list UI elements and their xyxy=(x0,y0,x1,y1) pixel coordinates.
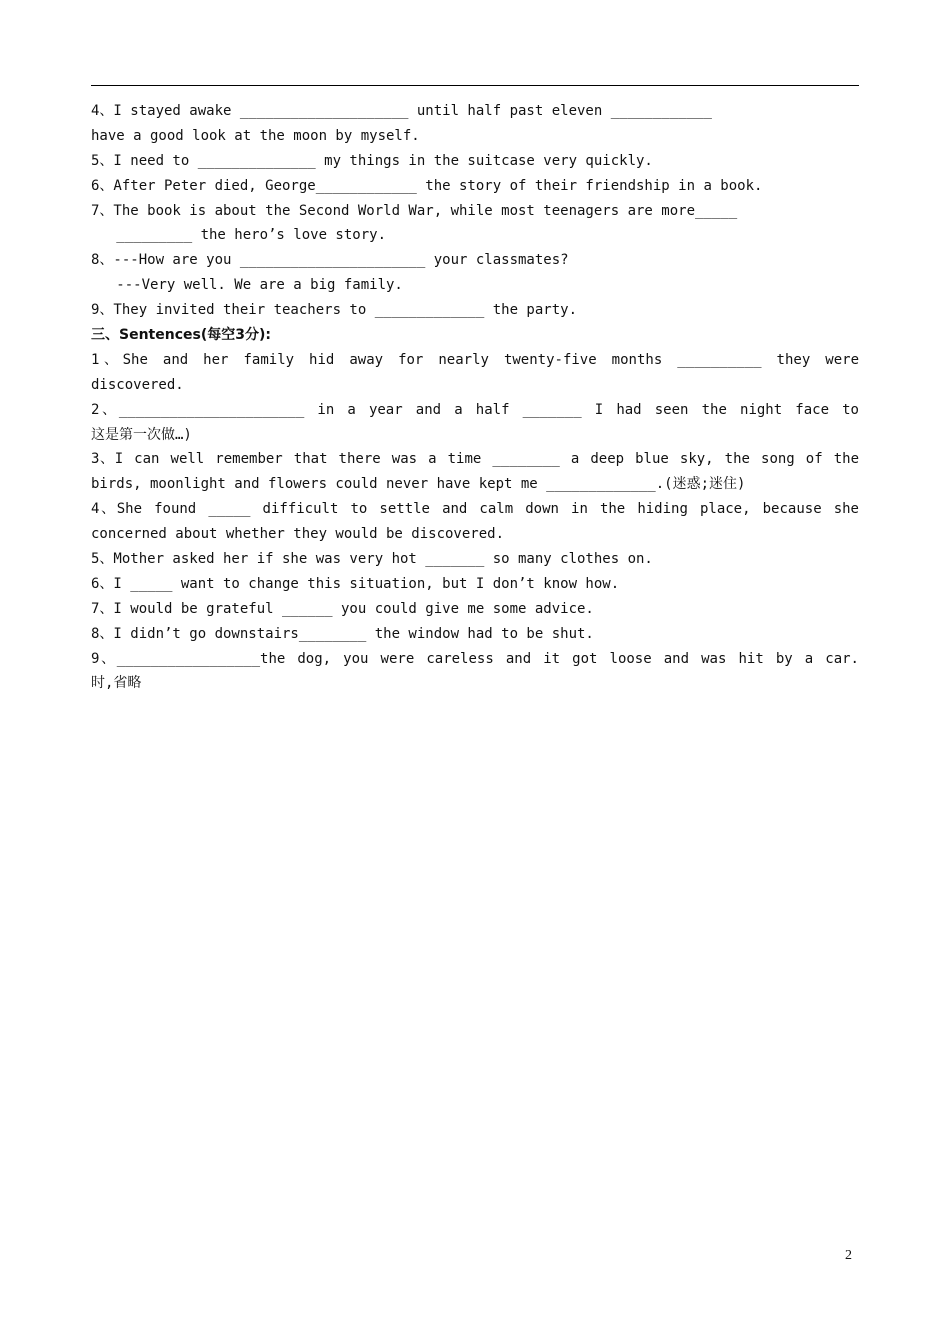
question-line: 9、They invited their teachers to _____________ the party. xyxy=(91,302,578,319)
sentence-line: 这是第一次做…) xyxy=(91,426,192,443)
sentence-line: 7、I would be grateful ______ you could give me some advice. xyxy=(91,600,594,617)
sentence-line: 8、I didn’t go downstairs________ the window had to be shut. xyxy=(91,625,594,642)
question-line: ---Very well. We are a big family. xyxy=(91,277,403,294)
sentence-line: 9、_________________the dog, you were careless and it got loose and was hit by a car. xyxy=(91,650,859,667)
question-line: 7、The book is about the Second World War, while most teenagers are more_____ xyxy=(91,202,738,219)
question-line: have a good look at the moon by myself. xyxy=(91,127,420,144)
question-line: 5、I need to ______________ my things in the suitcase very quickly. xyxy=(91,152,653,169)
sentence-line: 6、I _____ want to change this situation, but I don’t know how. xyxy=(91,575,620,592)
question-line: _________ the hero’s love story. xyxy=(91,227,387,244)
part2-section xyxy=(91,99,859,323)
question-line: 8、---How are you ______________________ your classmates? xyxy=(91,252,569,269)
sentence-line: 3、I can well remember that there was a time ________ a deep blue sky, the song of the xyxy=(91,451,859,468)
document-body xyxy=(91,99,859,696)
sentence-line: 时,省略 xyxy=(91,675,142,692)
question-line: 6、After Peter died, George____________ the story of their friendship in a book. xyxy=(91,177,763,194)
sentence-line: 4、She found _____ difficult to settle and calm down in the hiding place, because she xyxy=(91,501,859,518)
header-rule xyxy=(91,85,859,86)
section-heading: 三、Sentences(每空3分): xyxy=(91,327,271,344)
sentence-line: concerned about whether they would be discovered. xyxy=(91,526,505,543)
sentence-line: 1、She and her family hid away for nearly twenty-five months __________ they were xyxy=(91,351,859,368)
sentence-line: discovered. xyxy=(91,376,184,393)
page-number: 2 xyxy=(845,1248,852,1263)
part3-section xyxy=(91,348,859,696)
sentence-line: 5、Mother asked her if she was very hot _______ so many clothes on. xyxy=(91,551,653,568)
sentence-line: birds, moonlight and flowers could never have kept me _____________.(迷惑;迷住) xyxy=(91,476,746,493)
question-line: 4、I stayed awake ____________________ until half past eleven ____________ xyxy=(91,103,712,119)
sentence-line: 2、______________________ in a year and a half _______ I had seen the night face to xyxy=(91,401,859,418)
